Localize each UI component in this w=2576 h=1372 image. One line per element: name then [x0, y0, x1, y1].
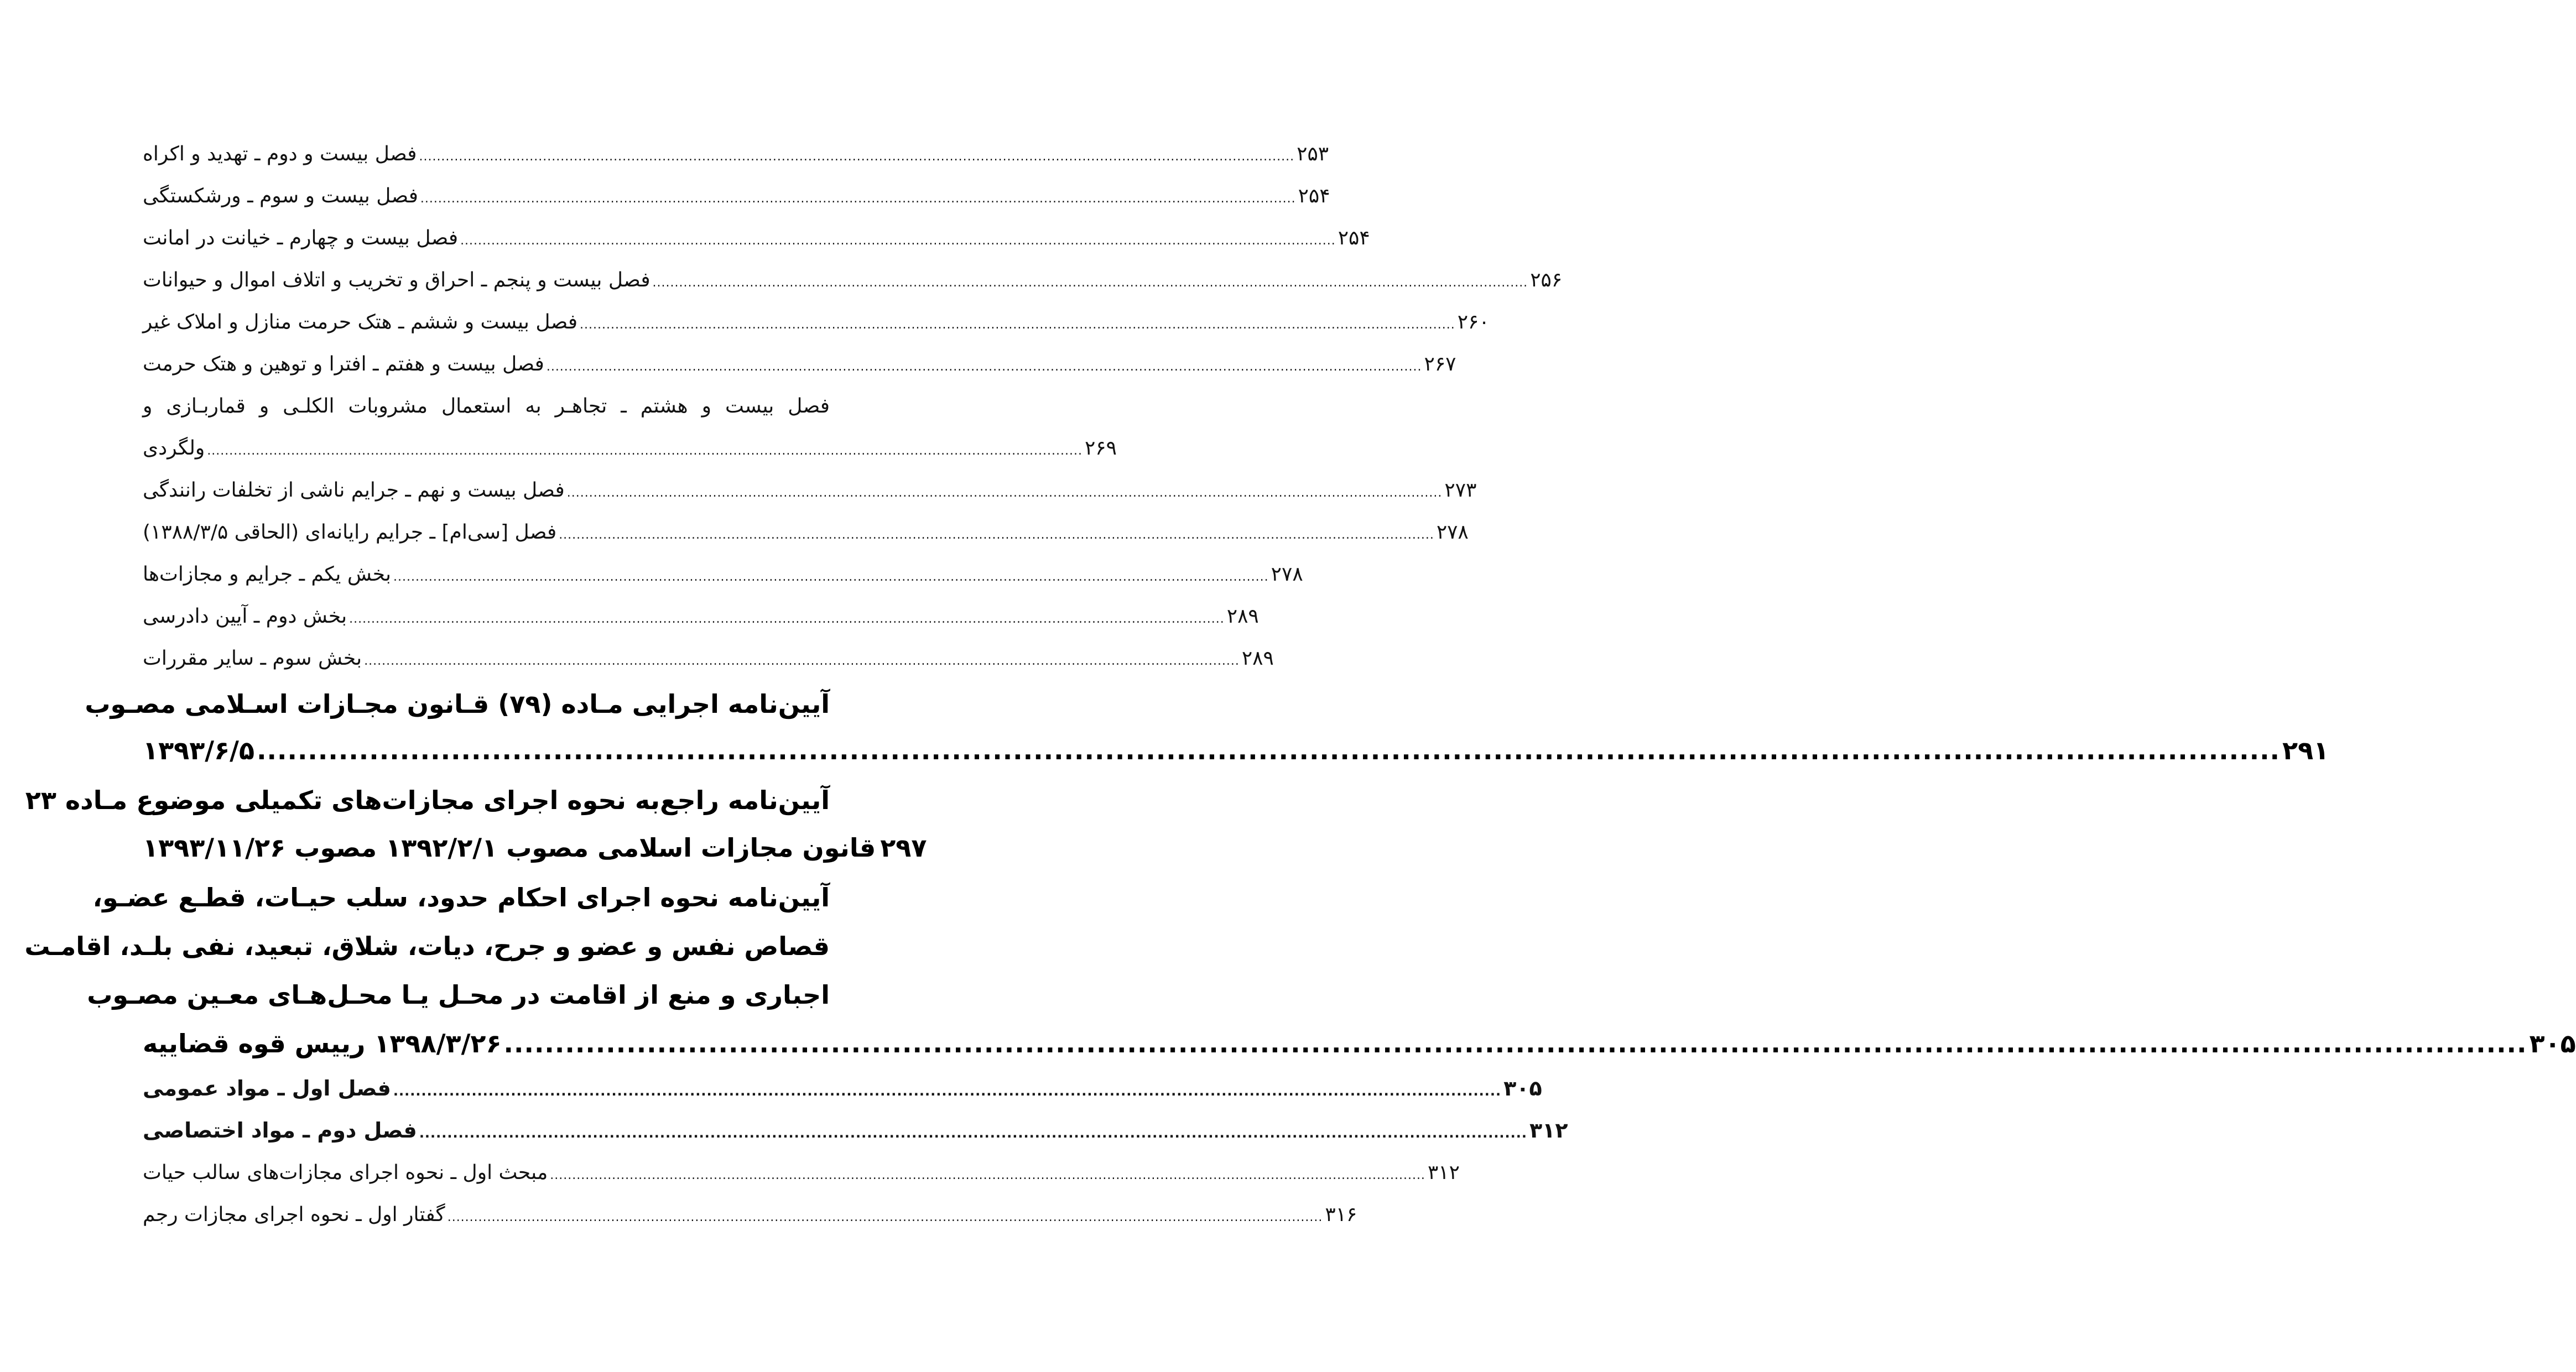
dot-leader: ...................................................................................................................................................................................................... — [566, 486, 1443, 500]
dot-leader: ...................................................................................................................................................................................................... — [393, 1083, 1502, 1099]
toc-entry-page: ۳۱۲ — [1529, 1118, 1568, 1143]
heading-entry — [143, 735, 2329, 765]
toc-entry — [143, 269, 1563, 291]
dot-leader: ...................................................................................................................................................................................................... — [559, 528, 1434, 542]
toc-entry-page: ۲۶۰ — [1457, 311, 1490, 333]
toc-entry — [143, 1076, 1542, 1100]
dot-leader: ...................................................................................................................................................................................................... — [652, 276, 1528, 290]
toc-entry-page: ۲۵۴ — [1338, 227, 1370, 249]
toc-entry — [143, 227, 1370, 249]
dot-leader: ...................................................................................................................................................................................................... — [257, 735, 2281, 765]
toc-entry-page: ۲۵۳ — [1297, 143, 1329, 165]
toc-entry — [143, 437, 1117, 460]
toc-entry-page: ۳۰۵ — [1503, 1076, 1542, 1100]
toc-entry-title: فصل بیست و دوم ـ تهدید و اکراه — [143, 143, 417, 165]
toc-entry-title: گفتار اول ـ نحوه اجرای مجازات رجم — [143, 1203, 445, 1226]
toc-entry-title: فصل دوم ـ مواد اختصاصی — [143, 1118, 417, 1143]
toc-entry — [143, 563, 1303, 586]
toc-entry — [143, 605, 1259, 628]
toc-entry — [143, 353, 1456, 375]
toc-entry-title: مبحث اول ـ نحوه اجرای مجازات‌های سالب حیات — [143, 1161, 548, 1184]
toc-entry-page: ۳۱۶ — [1325, 1203, 1357, 1226]
dot-leader: ...................................................................................................................................................................................................... — [207, 444, 1083, 458]
heading-entry-title: ۱۳۹۳/۶/۵ — [143, 735, 255, 765]
toc-entry-title: فصل بیست و نهم ـ جرایم ناشی از تخلفات رانندگی — [143, 479, 565, 502]
heading-entry-page: ۲۹۷ — [880, 833, 927, 863]
toc-entry-title: ولگردی — [143, 437, 205, 460]
dot-leader: ...................................................................................................................................................................................................... — [393, 570, 1269, 584]
toc-entry — [143, 647, 1274, 670]
toc-entry — [143, 143, 1329, 165]
toc-entry-page: ۲۸۹ — [1226, 605, 1259, 628]
heading-line: آیین‌نامه نحوه اجرای احکام حدود، سلب حیـات، قطـع عضـو، — [92, 883, 830, 912]
toc-entry — [143, 311, 1490, 333]
dot-leader: ...................................................................................................................................................................................................... — [419, 150, 1295, 164]
toc-entry-title: فصل بیست و ششم ـ هتک حرمت منازل و املاک غیر — [143, 311, 578, 333]
toc-entry — [143, 1203, 1357, 1226]
toc-entry-title: فصل بیست و چهارم ـ خیانت در امانت — [143, 227, 459, 249]
dot-leader: ...................................................................................................................................................................................................... — [550, 1168, 1425, 1182]
toc-entry — [143, 185, 1330, 207]
toc-entry-page: ۲۵۴ — [1298, 185, 1330, 207]
dot-leader: ...................................................................................................................................................................................................... — [580, 318, 1455, 332]
toc-entry-page: ۲۷۳ — [1444, 479, 1477, 502]
toc-entry-title: بخش دوم ـ آیین دادرسی — [143, 605, 347, 628]
dot-leader: ...................................................................................................................................................................................................... — [420, 192, 1296, 206]
dot-leader: ...................................................................................................................................................................................................... — [364, 654, 1240, 668]
toc-entry — [143, 1118, 1568, 1143]
toc-entry — [143, 1161, 1460, 1184]
heading-entry — [143, 833, 927, 863]
dot-leader: ...................................................................................................................................................................................................... — [419, 1125, 1528, 1141]
toc-entry-page: ۲۸۹ — [1241, 647, 1274, 670]
toc-entry-title: فصل بیست و هفتم ـ افترا و توهین و هتک حرمت — [143, 353, 544, 375]
dot-leader: ...................................................................................................................................................................................................... — [447, 1211, 1323, 1224]
toc-entry — [143, 479, 1477, 502]
heading-entry-page: ۲۹۱ — [2282, 735, 2329, 765]
toc-entry-title: بخش یکم ـ جرایم و مجازات‌ها — [143, 563, 391, 586]
toc-entry-page: ۲۷۸ — [1436, 521, 1469, 544]
heading-line: اجباری و منع از اقامت در محـل یـا محـل‌هـای معـین مصـوب — [87, 980, 830, 1010]
toc-entry-page: ۲۶۷ — [1424, 353, 1456, 375]
toc-entry — [143, 521, 1469, 544]
toc-entry-page: ۳۱۲ — [1427, 1161, 1460, 1184]
heading-line: آیین‌نامه راجع‌به نحوه اجرای مجازات‌های تکمیلی موضوع مـاده ۲۳ — [25, 785, 830, 815]
dot-leader: ...................................................................................................................................................................................................... — [503, 1029, 2527, 1058]
heading-line: آیین‌نامه اجرایی مـاده (۷۹) قـانون مجـازات اسـلامی مصـوب — [85, 689, 830, 719]
toc-entry-page: ۲۶۹ — [1084, 437, 1117, 460]
toc-entry-title: فصل اول ـ مواد عمومی — [143, 1076, 391, 1100]
heading-entry-title: قانون مجازات اسلامی مصوب ۱۳۹۲/۲/۱ مصوب ۱۳۹۳/۱۱/۲۶ — [143, 833, 876, 863]
heading-line: قصاص نفس و عضو و جرح، دیات، شلاق، تبعید، نفی بلـد، اقامـت — [24, 931, 830, 961]
toc-entry-page: ۲۷۸ — [1271, 563, 1303, 586]
toc-entry-title-line: فصل بیست و هشتم ـ تجاهـر به استعمال مشروبات الکلـی و قماربـازی و — [143, 395, 830, 418]
dot-leader: ...................................................................................................................................................................................................... — [546, 360, 1422, 374]
toc-entry-title: فصل [سی‌ام] ـ جرایم رایانه‌ای (الحاقی ۱۳۸۸/۳/۵) — [143, 521, 557, 544]
toc-entry-title: بخش سوم ـ سایر مقررات — [143, 647, 362, 670]
heading-entry — [143, 1029, 2576, 1058]
dot-leader: ...................................................................................................................................................................................................... — [349, 612, 1225, 626]
heading-entry-page: ۳۰۵ — [2529, 1029, 2576, 1058]
toc-entry-title: فصل بیست و سوم ـ ورشکستگی — [143, 185, 418, 207]
dot-leader: ...................................................................................................................................................................................................... — [460, 234, 1336, 248]
heading-entry-title: ۱۳۹۸/۳/۲۶ رییس قوه قضاییه — [143, 1029, 502, 1058]
toc-entry-title: فصل بیست و پنجم ـ احراق و تخریب و اتلاف اموال و حیوانات — [143, 269, 650, 291]
toc-entry-page: ۲۵۶ — [1530, 269, 1563, 291]
